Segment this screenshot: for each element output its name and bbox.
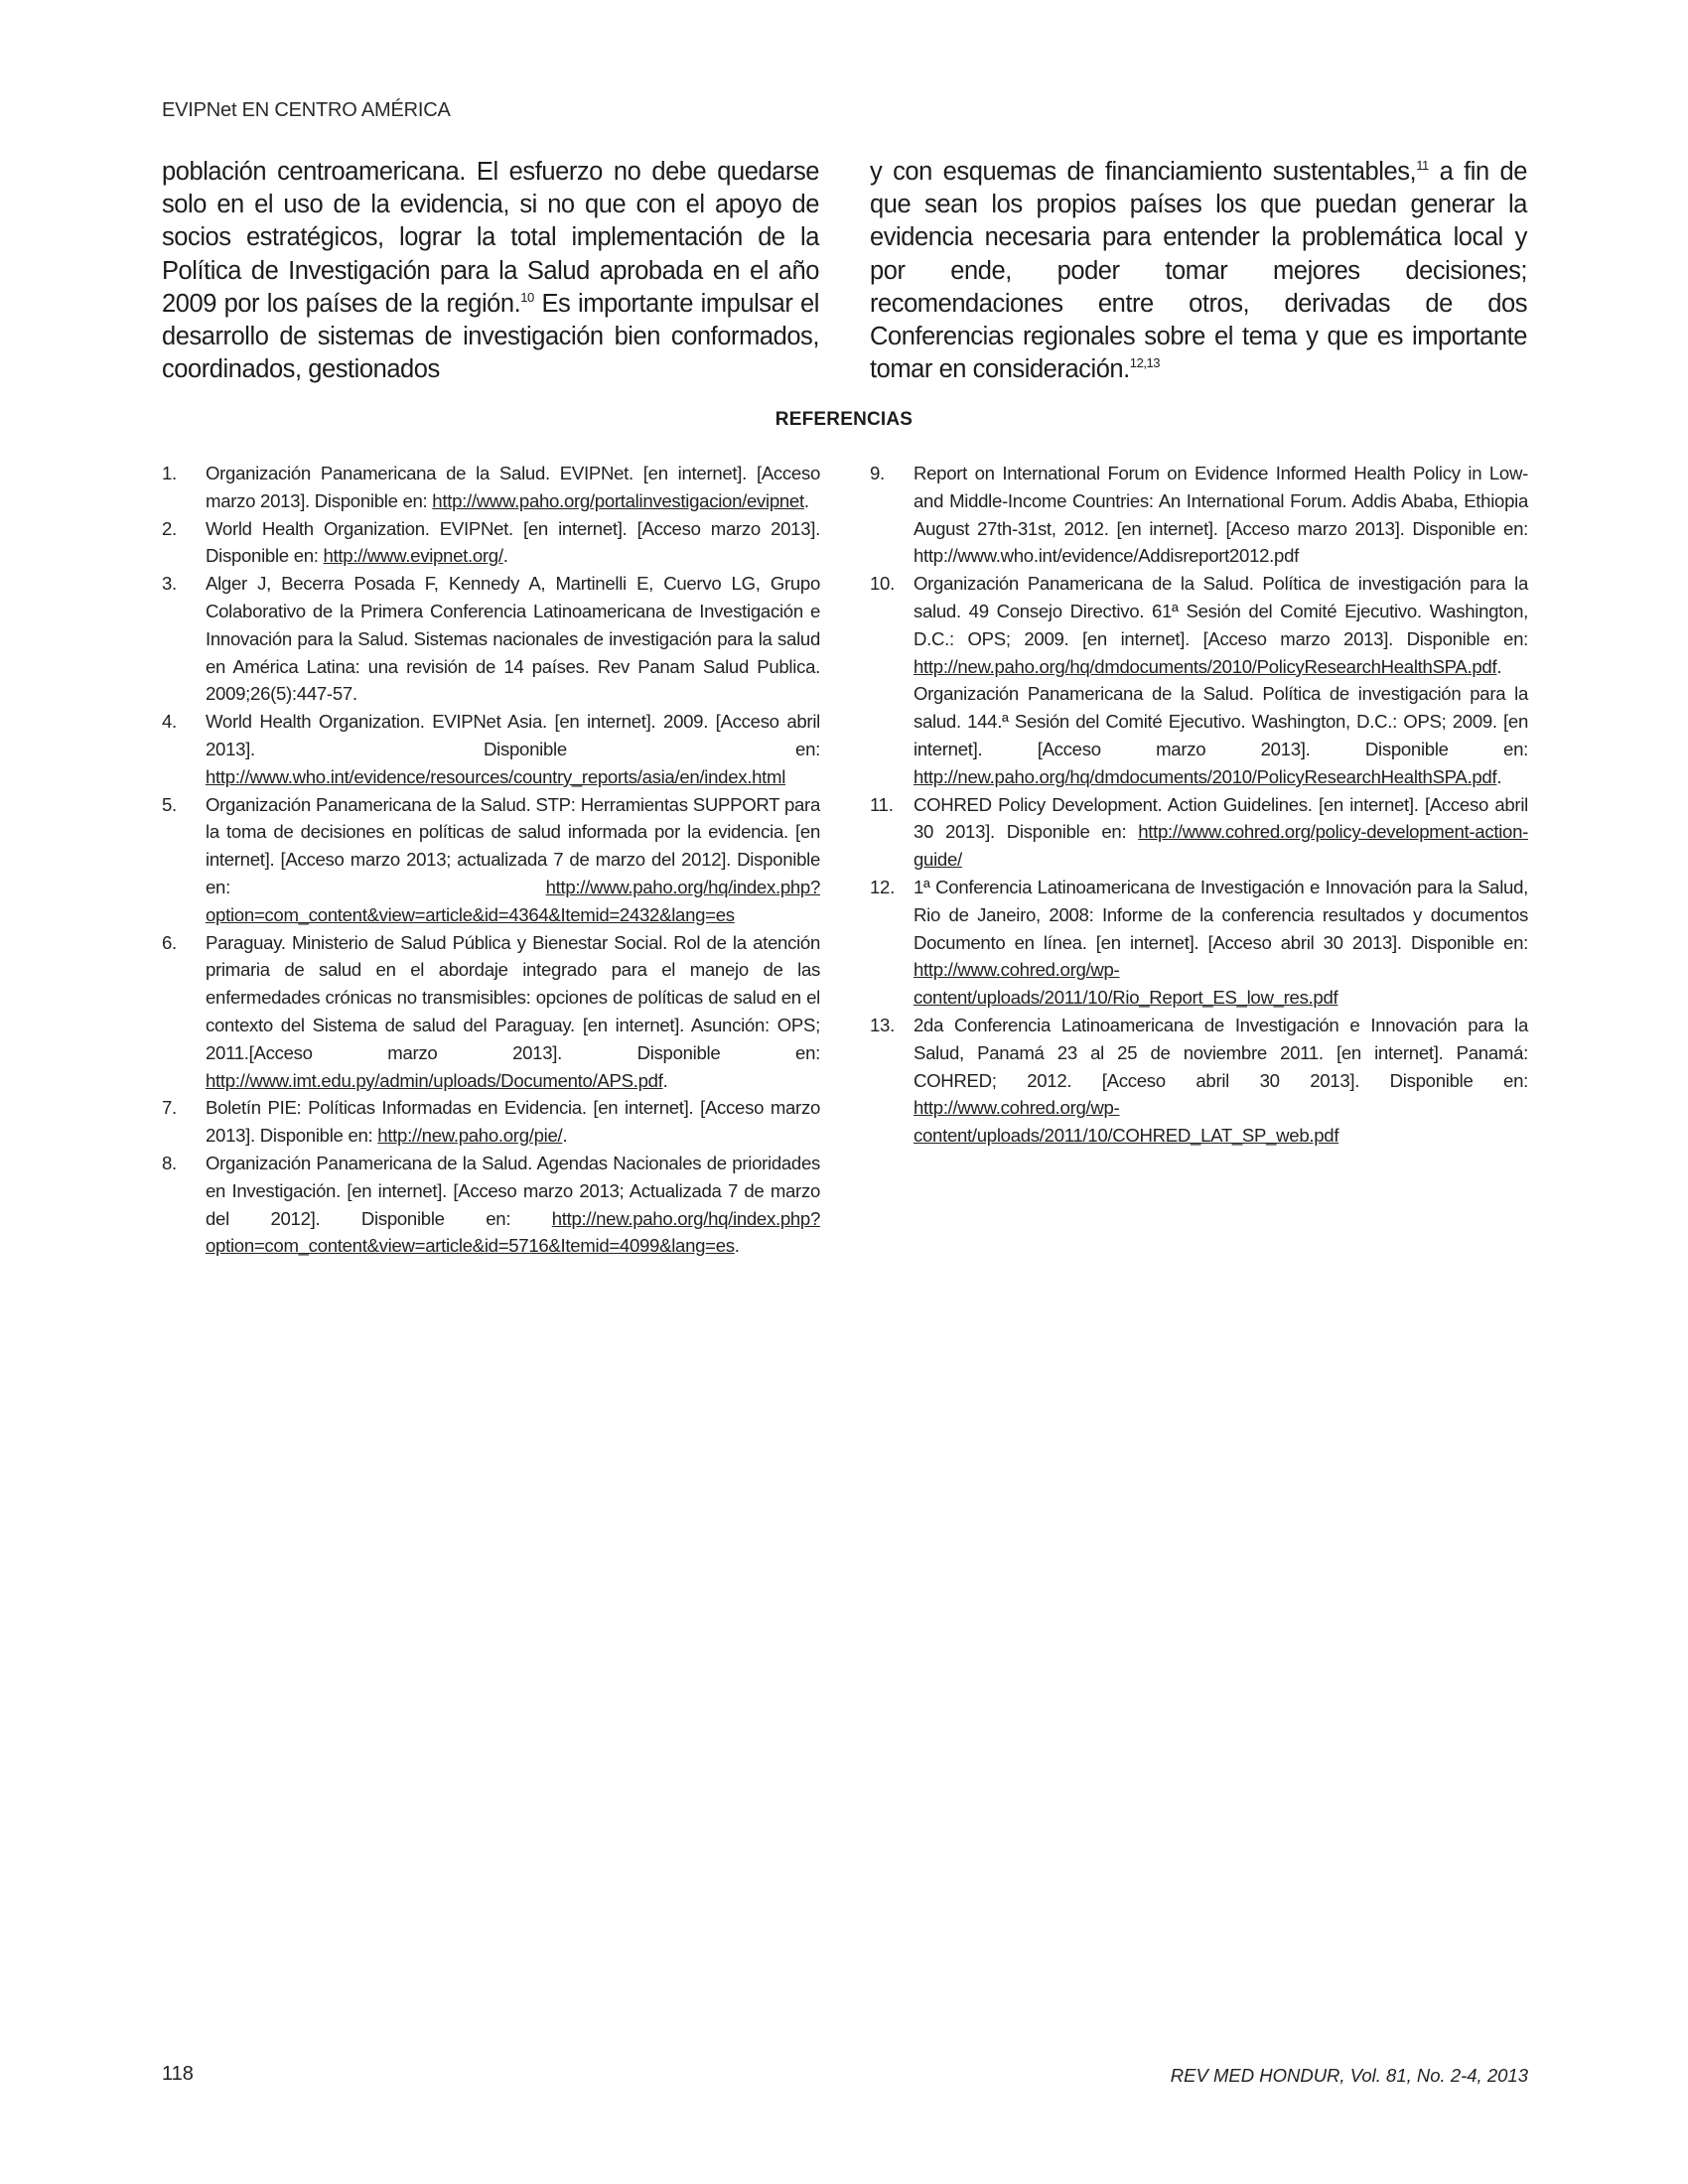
body-paragraph [870,156,1527,386]
reference-link[interactable]: http://www.evipnet.org/ [323,545,503,567]
reference-text: COHRED Policy Development. Action Guidelines. [en internet]. [Acceso abril 30 2013]. Disponible en: [914,793,1528,843]
reference-tail: . [734,1235,740,1257]
reference-tail: . [1496,765,1502,787]
body-column-right [870,156,1527,386]
reference-number: 5. [162,793,177,815]
reference-item [162,1150,820,1260]
reference-tail: . [662,1069,668,1091]
body-column-left [162,156,819,386]
reference-item [870,570,1528,790]
reference-link[interactable]: http://www.who.int/evidence/resources/country_reports/asia/en/index.html [206,765,786,787]
reference-number: 13. [870,1014,895,1035]
reference-number: 7. [162,1097,177,1119]
reference-tail: . [502,545,508,567]
reference-number: 9. [870,463,885,483]
references-column-right [870,460,1528,1150]
reference-item [162,460,820,515]
reference-text: World Health Organization. EVIPNet Asia. [en internet]. 2009. [Acceso abril 2013]. Disponible en: [206,711,820,759]
reference-number: 3. [162,573,177,595]
reference-link[interactable]: http://www.paho.org/hq/index.php?option=com_content&view=article&id=4364&Itemid=2432&lang=es [206,876,820,925]
reference-text: Report on International Forum on Evidence Informed Health Policy in Low-and Middle-Income Countries: An International Forum. Addis Ababa, Ethiopia August 27th-31st, 2012. [en internet]. [Acceso marzo 2013]. Disponible en: http://www.who.int/evidence/Addisreport2012.pdf [914,463,1528,567]
reference-tail: . Organización Panamericana de la Salud. Política de investigación para la salud. 144.ª Sesión del Comité Ejecutivo. Washington, D.C.: OPS; 2009. [en internet]. [Acceso marzo 2013]. Disponible en: [914,655,1528,759]
body-text: población centroamericana. El esfuerzo no debe quedarse solo en el uso de la evidencia, si no que con el apoyo de socios estratégicos, lograr la total implementación de la Política de Investigación para la Salud aprobada en el año 2009 por los países de la región. [162,158,819,318]
reference-link[interactable]: http://www.cohred.org/wp-content/uploads/2011/10/Rio_Report_ES_low_res.pdf [914,959,1338,1009]
running-head: EVIPNet EN CENTRO AMÉRICA [162,99,451,121]
body-text: y con esquemas de financiamiento sustentables, [870,158,1417,186]
reference-text: 1ª Conferencia Latinoamericana de Investigación e Innovación para la Salud, Rio de Janeiro, 2008: Informe de la conferencia resultados y documentos Documento en línea. [en internet]. [Acceso abril 30 2013]. Disponible en: [914,876,1528,953]
reference-number: 10. [870,573,895,595]
reference-link[interactable]: http://www.paho.org/portalinvestigacion/evipnet [432,489,804,511]
reference-item [870,791,1528,874]
reference-item [162,515,820,571]
citation-superscript: 12,13 [1129,355,1161,371]
reference-link[interactable]: http://new.paho.org/hq/dmdocuments/2010/PolicyResearchHealthSPA.pdf [914,765,1497,787]
reference-number: 1. [162,463,177,483]
reference-number: 6. [162,931,177,953]
reference-text: 2da Conferencia Latinoamericana de Investigación e Innovación para la Salud, Panamá 23 al 25 de noviembre 2011. [en internet]. Panamá: COHRED; 2012. [Acceso abril 30 2013]. Disponible en: [914,1014,1528,1091]
reference-item [162,570,820,708]
reference-item [870,460,1528,570]
reference-number: 11. [870,793,894,815]
reference-text: Organización Panamericana de la Salud. EVIPNet. [en internet]. [Acceso marzo 2013]. Disponible en: [206,463,820,511]
reference-item [162,791,820,929]
references-heading: REFERENCIAS [774,409,914,430]
reference-item [162,1094,820,1150]
reference-text: Alger J, Becerra Posada F, Kennedy A, Martinelli E, Cuervo LG, Grupo Colaborativo de la Primera Conferencia Latinoamericana de Investigación e Innovación para la Salud. Sistemas nacionales de investigación para la salud en América Latina: una revisión de 14 países. Rev Panam Salud Publica. 2009;26(5):447-57. [206,573,820,705]
reference-number: 4. [162,711,177,733]
reference-item [870,874,1528,1012]
body-text: Es importante impulsar el desarrollo de sistemas de investigación bien conformados, coordinados, gestionados [162,289,819,384]
journal-citation: REV MED HONDUR, Vol. 81, No. 2-4, 2013 [1170,2065,1528,2086]
reference-text: World Health Organization. EVIPNet. [en internet]. [Acceso marzo 2013]. Disponible en: [206,517,820,567]
reference-text: Paraguay. Ministerio de Salud Pública y Bienestar Social. Rol de la atención primaria de salud en el abordaje integrado para el manejo de las enfermedades crónicas no transmisibles: opciones de políticas de salud en el contexto del Sistema de salud del Paraguay. [en internet]. Asunción: OPS; 2011.[Acceso marzo 2013]. Disponible en: [206,931,820,1063]
reference-link[interactable]: http://new.paho.org/hq/dmdocuments/2010/PolicyResearchHealthSPA.pdf [914,655,1497,677]
body-text: a fin de que sean los propios países los que puedan generar la evidencia necesaria para entender la problemática local y por ende, poder tomar mejores decisiones; recomendaciones entre otros, derivadas de dos Conferencias regionales sobre el tema y que es importante tomar en consideración. [870,158,1528,384]
reference-item [162,929,820,1095]
reference-tail: . [562,1125,568,1147]
reference-text: Organización Panamericana de la Salud. Agendas Nacionales de prioridades en Investigación. [en internet]. [Acceso marzo 2013; Actualizada 7 de marzo del 2012]. Disponible en: [206,1152,820,1229]
reference-item [870,1012,1528,1150]
reference-text: Organización Panamericana de la Salud. Política de investigación para la salud. 49 Consejo Directivo. 61ª Sesión del Comité Ejecutivo. Washington, D.C.: OPS; 2009. [en internet]. [Acceso marzo 2013]. Disponible en: [914,573,1528,649]
reference-text: Boletín PIE: Políticas Informadas en Evidencia. [en internet]. [Acceso marzo 2013]. Disponible en: [206,1097,820,1147]
citation-superscript: 10 [520,289,534,305]
reference-link[interactable]: http://new.paho.org/pie/ [377,1125,563,1147]
reference-number: 8. [162,1152,177,1173]
reference-tail: . [803,489,809,511]
reference-number: 2. [162,517,177,539]
reference-item [162,708,820,790]
reference-text: Organización Panamericana de la Salud. STP: Herramientas SUPPORT para la toma de decisiones en políticas de salud informada por la evidencia. [en internet]. [Acceso marzo 2013; actualizada 7 de marzo del 2012]. Disponible en: [206,793,820,897]
reference-link[interactable]: http://www.cohred.org/wp-content/uploads/2011/10/COHRED_LAT_SP_web.pdf [914,1097,1339,1147]
reference-link[interactable]: http://www.cohred.org/policy-development-action-guide/ [914,821,1528,871]
page-number: 118 [162,2063,194,2085]
citation-superscript: 11 [1416,158,1429,173]
reference-link[interactable]: http://new.paho.org/hq/index.php?option=com_content&view=article&id=5716&Itemid=4099&lang=es [206,1207,820,1257]
references-column-left [162,460,820,1260]
reference-link[interactable]: http://www.imt.edu.py/admin/uploads/Documento/APS.pdf [206,1069,663,1091]
reference-number: 12. [870,876,895,897]
body-paragraph [162,156,819,386]
